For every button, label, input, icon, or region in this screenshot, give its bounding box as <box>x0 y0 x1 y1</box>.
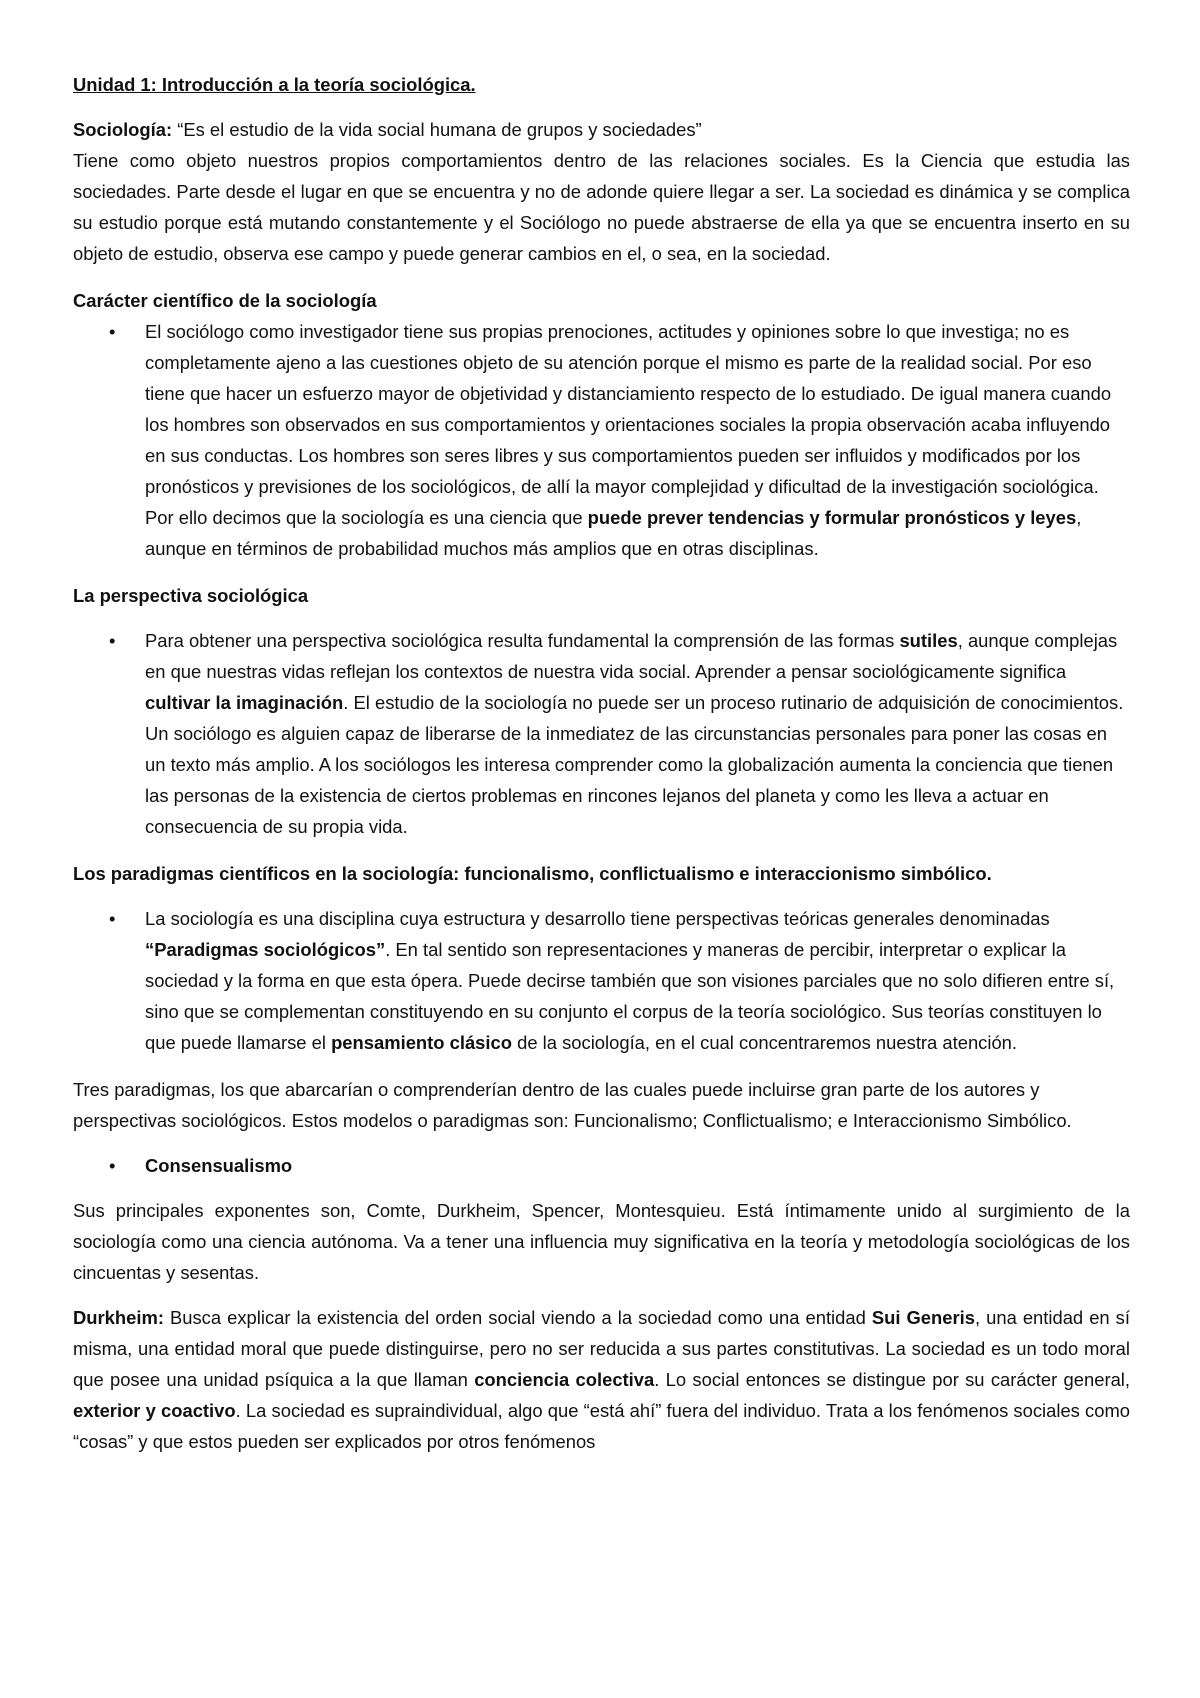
durkheim-name: Durkheim: <box>73 1307 164 1328</box>
text-run: Busca explicar la existencia del orden social viendo a la sociedad como una entidad <box>163 1307 872 1328</box>
durkheim-paragraph <box>73 1302 1130 1457</box>
section-heading-caracter: Carácter científico de la sociología <box>73 290 377 311</box>
bullet-list-caracter <box>73 316 1130 564</box>
bullet-list-paradigmas <box>73 903 1130 1058</box>
text-run: , una entidad en sí misma, una entidad moral que puede distinguirse, pero no ser reducida a sus partes constitutivas. La sociedad es un todo moral que posee una unidad psíquica a la que llaman <box>73 1307 1130 1390</box>
bullet-glyph: • <box>109 908 116 929</box>
text-run: , aunque en términos de probabilidad muchos más amplios que en otras disciplinas. <box>145 507 1082 559</box>
bold-run: conciencia colectiva <box>474 1369 655 1390</box>
consensualismo-paragraph: Sus principales exponentes son, Comte, Durkheim, Spencer, Montesquieu. Está íntimamente unido al surgimiento de la sociología como una ciencia autónoma. Va a tener una influencia muy significativa en la teoría y metodología sociológicas de los cincuentas y sesentas. <box>73 1200 1130 1283</box>
bold-run: Sui Generis <box>871 1307 975 1328</box>
page-title: Unidad 1: Introducción a la teoría sociológica. <box>73 74 476 95</box>
tres-paradigmas-paragraph: Tres paradigmas, los que abarcarían o comprenderían dentro de las cuales puede incluirse gran parte de los autores y perspectivas sociológicos. Estos modelos o paradigmas son: Funcionalismo; Conflictualismo; e Interaccionismo Simbólico. <box>73 1079 1072 1131</box>
definition-term: Sociología: <box>73 119 173 140</box>
section-heading-paradigmas: Los paradigmas científicos en la sociología: funcionalismo, conflictualismo e interaccionismo simbólico. <box>73 863 992 884</box>
intro-paragraph: Tiene como objeto nuestros propios comportamientos dentro de las relaciones sociales. Es la Ciencia que estudia las sociedades. Parte desde el lugar en que se encuentra y no de adonde quiere llegar a ser. La sociedad es dinámica y se complica su estudio porque está mutando constantemente y el Sociólogo no puede abstraerse de ella ya que se encuentra inserto en su objeto de estudio, observa ese campo y puede generar cambios en el, o sea, en la sociedad. <box>73 150 1130 264</box>
bullet-glyph: • <box>109 630 116 651</box>
bold-run: exterior y coactivo <box>73 1400 236 1421</box>
list-item <box>73 903 1130 1058</box>
bold-run: puede prever tendencias y formular pronósticos y leyes <box>587 507 1077 528</box>
text-run: El sociólogo como investigador tiene sus propias prenociones, actitudes y opiniones sobre lo que investiga; no es completamente ajeno a las cuestiones objeto de su atención porque el mismo es parte de la realidad social. Por eso tiene que hacer un esfuerzo mayor de objetividad y distanciamiento respecto de lo estudiado. De igual manera cuando los hombres son observados en sus comportamientos y orientaciones sociales la propia observación acaba influyendo en sus conductas. Los hombres son seres libres y sus comportamientos pueden ser influidos y modificados por los pronósticos y previsiones de los sociológicos, de allí la mayor complejidad y dificultad de la investigación sociológica. Por ello decimos que la sociología es una ciencia que <box>145 321 1112 528</box>
consensualismo-heading: Consensualismo <box>145 1155 293 1176</box>
bold-run: pensamiento clásico <box>331 1032 512 1053</box>
text-run: . En tal sentido son representaciones y maneras de percibir, interpretar o explicar la sociedad y la forma en que esta ópera. Puede decirse también que son visiones parciales que no solo difieren entre sí, sino que se complementan constituyendo en su conjunto el corpus de la teoría sociológico. Sus teorías constituyen lo que puede llamarse el <box>145 939 1115 1053</box>
bold-run: sutiles <box>899 630 958 651</box>
bold-run: cultivar la imaginación <box>145 692 344 713</box>
bullet-glyph: • <box>109 321 116 342</box>
bullet-list-perspectiva <box>73 625 1130 842</box>
text-run: . El estudio de la sociología no puede ser un proceso rutinario de adquisición de conocimientos. Un sociólogo es alguien capaz de liberarse de la inmediatez de las circunstancias personales para poner las cosas en un texto más amplio. A los sociólogos les interesa comprender como la globalización aumenta la conciencia que tienen las personas de la existencia de ciertos problemas en rincones lejanos del planeta y como les lleva a actuar en consecuencia de su propia vida. <box>145 692 1124 837</box>
definition-text: “Es el estudio de la vida social humana de grupos y sociedades” <box>172 119 702 140</box>
section-heading-perspectiva: La perspectiva sociológica <box>73 585 309 606</box>
list-item <box>73 1150 1130 1181</box>
bullet-list-consensualismo <box>73 1150 1130 1181</box>
text-run: . Lo social entonces se distingue por su carácter general, <box>654 1369 1131 1390</box>
list-item <box>73 316 1130 564</box>
text-run: Para obtener una perspectiva sociológica resulta fundamental la comprensión de las formas <box>145 630 900 651</box>
bold-run: “Paradigmas sociológicos” <box>145 939 386 960</box>
text-run: . La sociedad es supraindividual, algo que “está ahí” fuera del individuo. Trata a los fenómenos sociales como “cosas” y que estos pueden ser explicados por otros fenómenos <box>73 1400 1131 1452</box>
list-item <box>73 625 1130 842</box>
text-run: La sociología es una disciplina cuya estructura y desarrollo tiene perspectivas teóricas generales denominadas <box>145 908 1050 929</box>
bullet-glyph: • <box>109 1155 116 1176</box>
definition-line <box>73 114 1130 145</box>
text-run: , aunque complejas en que nuestras vidas reflejan los contextos de nuestra vida social. Aprender a pensar sociológicamente significa <box>145 630 1118 682</box>
text-run: de la sociología, en el cual concentraremos nuestra atención. <box>512 1032 1018 1053</box>
